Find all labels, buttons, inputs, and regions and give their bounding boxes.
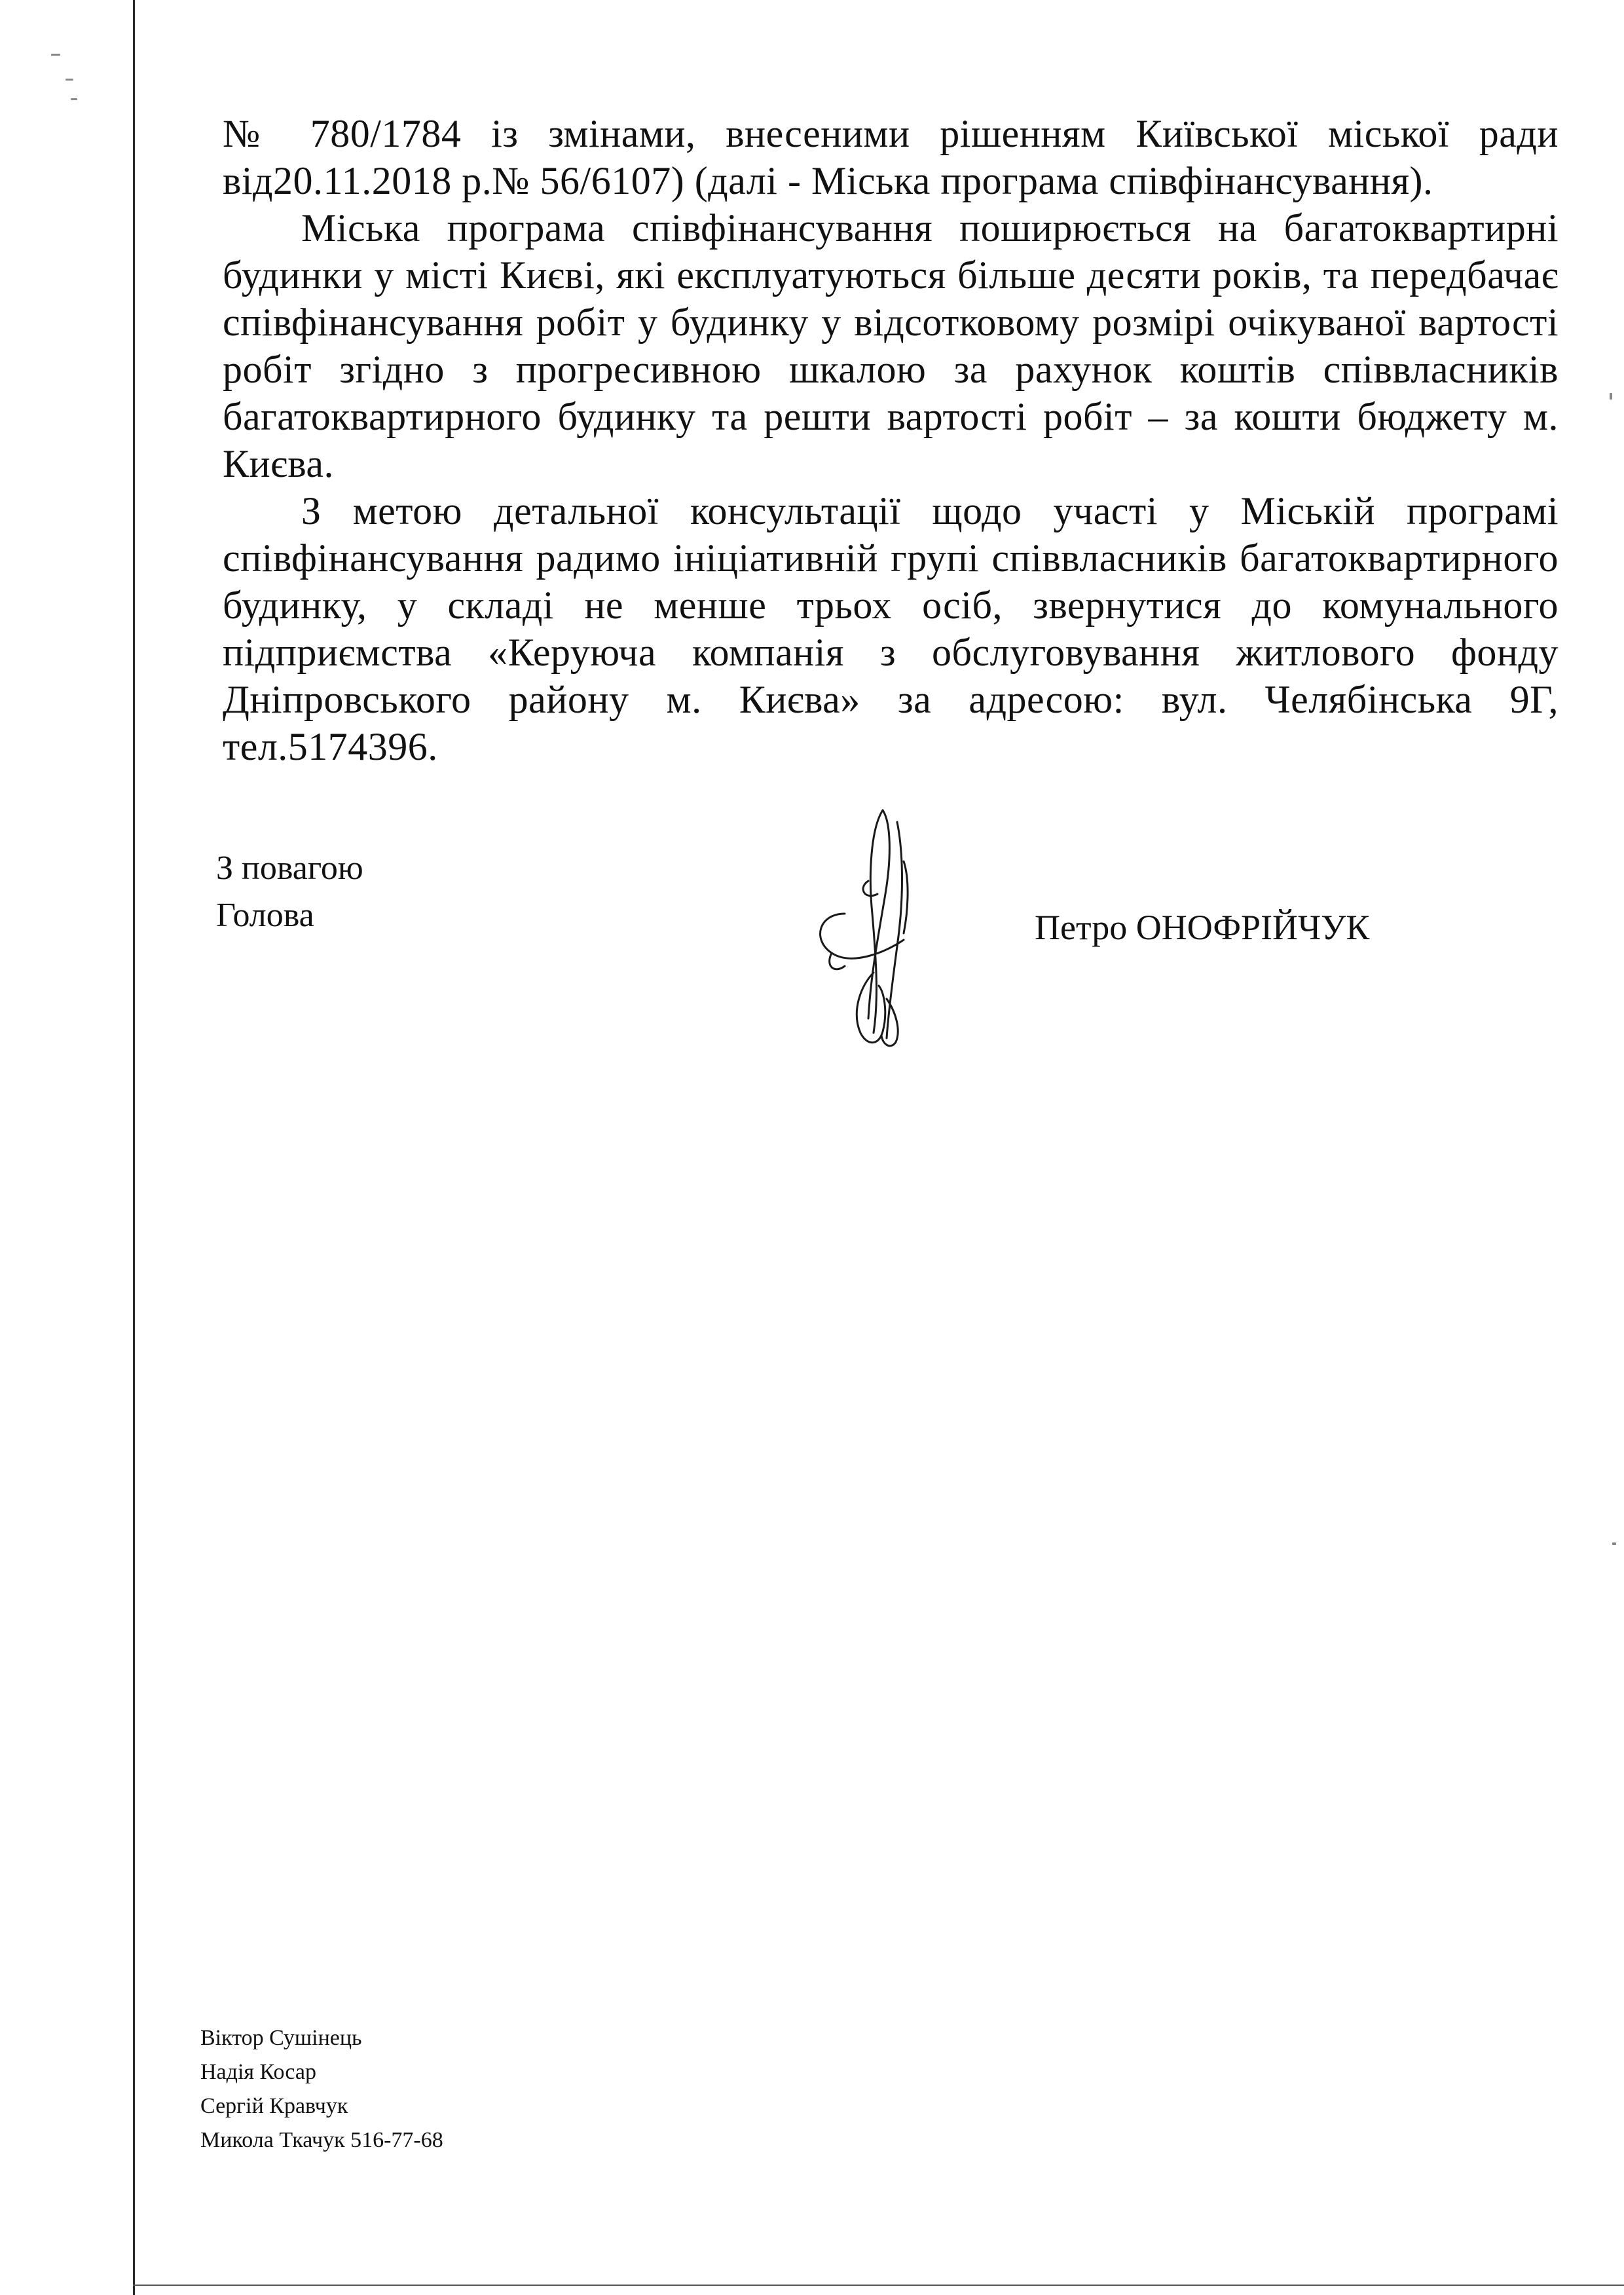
scan-speck (65, 79, 73, 81)
contact-line: Сергій Кравчук (200, 2094, 348, 2118)
contact-line: Микола Ткачук 516-77-68 (200, 2128, 443, 2152)
scan-speck (1610, 393, 1612, 400)
scan-speck (1612, 1542, 1616, 1545)
scan-speck (71, 98, 77, 100)
scan-edge-bottom (133, 2285, 1624, 2286)
closing-block (216, 845, 363, 939)
paragraph-program-description: Міська програма співфінансування поширюється на багатоквартирні будинки у місті Києві, які експлуатуються більше десяти років, та передбачає співфінансування робіт у будинку у відсотковому розмірі очікуваної вартості робіт згідно з прогресивною шкалою за рахунок коштів співвласників багатоквартирного будинку та решти вартості робіт – за кошти бюджету м. Києва. (223, 206, 1559, 485)
contacts-block (200, 2021, 443, 2157)
paragraph-consultation: З метою детальної консультації щодо участі у Міській програмі співфінансування радимо ініціативній групі співвласників багатоквартирного будинку, у складі не менше трьох осіб, звернутися до комунального підприємства «Керуюча компанія з обслуговування житлового фонду Дніпровського району м. Києва» за адресою: вул. Челябінська 9Г, тел.5174396. (223, 489, 1559, 768)
contact-line: Надія Косар (200, 2060, 316, 2084)
scan-edge-left (133, 0, 135, 2295)
signer-name: Петро ОНОФРІЙЧУК (1035, 908, 1370, 947)
scan-speck (51, 54, 60, 56)
paragraph-reference: № 780/1784 із змінами, внесеними рішенням Київської міської ради від20.11.2018 р.№ 56/6107) (далі - Міська програма співфінансування). (223, 112, 1559, 202)
closing-position: Голова (216, 897, 314, 934)
handwritten-signature (805, 802, 936, 1051)
letter-body (223, 110, 1559, 770)
contact-line: Віктор Сушінець (200, 2026, 362, 2050)
closing-regards: З повагою (216, 849, 363, 887)
